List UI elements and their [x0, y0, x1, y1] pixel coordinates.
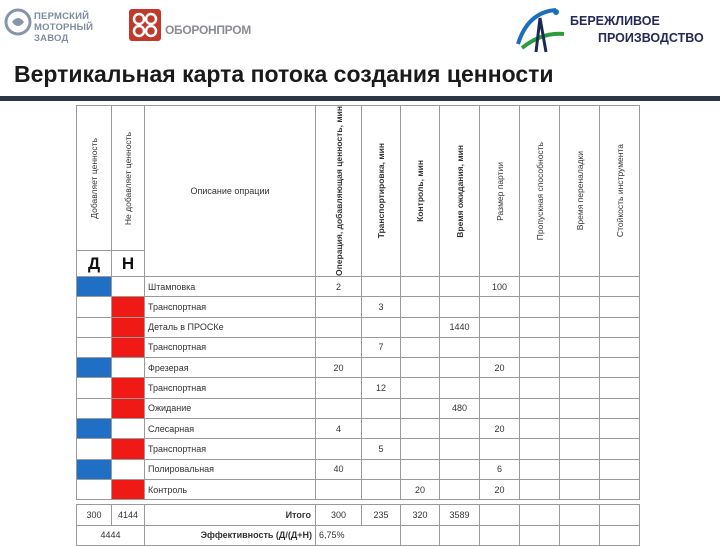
- total-control: 320: [401, 505, 440, 525]
- table-row: [77, 439, 640, 459]
- cell-changeover: [560, 317, 600, 337]
- cell-batch: 20: [480, 419, 520, 439]
- value-add-marker: [77, 297, 112, 317]
- cell-transport: [362, 317, 401, 337]
- cell-wait: [440, 276, 480, 296]
- cell-throughput: [520, 479, 560, 499]
- header-transport: Транспортировка, мин: [362, 106, 401, 277]
- cell-throughput: [520, 297, 560, 317]
- efficiency-row: [77, 525, 640, 545]
- value-add-marker: [77, 378, 112, 398]
- cell-tool-cost: [600, 337, 640, 357]
- letter-n: Н: [112, 251, 145, 277]
- cell-wait: [440, 479, 480, 499]
- cell-batch: [480, 317, 520, 337]
- cell-wait: 1440: [440, 317, 480, 337]
- operation-name: Транспортная: [145, 378, 316, 398]
- eff-empty-5: [560, 525, 600, 545]
- page-title: Вертикальная карта потока создания ценности: [14, 61, 554, 87]
- eff-empty-6: [600, 525, 640, 545]
- operation-name: Слесарная: [145, 419, 316, 439]
- operation-name: Штамповка: [145, 276, 316, 296]
- non-value-add-marker: [112, 398, 145, 418]
- non-value-add-marker: [112, 297, 145, 317]
- operation-name: Контроль: [145, 479, 316, 499]
- cell-batch: 6: [480, 459, 520, 479]
- non-value-add-marker: [112, 378, 145, 398]
- cell-throughput: [520, 419, 560, 439]
- cell-tool-cost: [600, 479, 640, 499]
- cell-batch: [480, 337, 520, 357]
- cell-transport: 7: [362, 337, 401, 357]
- value-add-marker: [77, 358, 112, 378]
- cell-tool-cost: [600, 419, 640, 439]
- lean-production-logo: [512, 4, 716, 56]
- cell-changeover: [560, 459, 600, 479]
- table-row: [77, 398, 640, 418]
- total-empty-4: [600, 505, 640, 525]
- table-row: [77, 276, 640, 296]
- cell-throughput: [520, 358, 560, 378]
- cell-op-time: 20: [316, 358, 362, 378]
- cell-wait: [440, 439, 480, 459]
- non-value-add-marker: [112, 317, 145, 337]
- eff-empty-3: [480, 525, 520, 545]
- table-row: [77, 337, 640, 357]
- operation-name: Полировальная: [145, 459, 316, 479]
- cell-transport: [362, 398, 401, 418]
- cell-tool-cost: [600, 459, 640, 479]
- operation-name: Транспортная: [145, 297, 316, 317]
- cell-transport: 3: [362, 297, 401, 317]
- header-op-time: Операция, добавляющая ценность, мин: [316, 106, 362, 277]
- cell-control: [401, 358, 440, 378]
- cell-wait: [440, 459, 480, 479]
- efficiency-value: 6,75%: [316, 525, 401, 545]
- cell-op-time: [316, 398, 362, 418]
- cell-op-time: [316, 479, 362, 499]
- cell-transport: [362, 276, 401, 296]
- value-add-marker: [77, 419, 112, 439]
- table-row: [77, 358, 640, 378]
- cell-changeover: [560, 337, 600, 357]
- table-row: [77, 459, 640, 479]
- perm-motor-logo: [4, 8, 116, 46]
- cell-transport: [362, 459, 401, 479]
- cell-throughput: [520, 398, 560, 418]
- cell-changeover: [560, 297, 600, 317]
- cell-control: [401, 317, 440, 337]
- cell-tool-cost: [600, 398, 640, 418]
- title-divider: [0, 96, 720, 101]
- cell-batch: [480, 439, 520, 459]
- cell-changeover: [560, 358, 600, 378]
- operation-name: Транспортная: [145, 337, 316, 357]
- total-label: Итого: [145, 505, 316, 525]
- table-row: [77, 378, 640, 398]
- cell-control: [401, 459, 440, 479]
- cell-batch: 100: [480, 276, 520, 296]
- operation-name: Ожидание: [145, 398, 316, 418]
- eff-empty-1: [401, 525, 440, 545]
- non-value-add-marker: [112, 337, 145, 357]
- cell-wait: [440, 337, 480, 357]
- cell-tool-cost: [600, 297, 640, 317]
- header-row: [77, 106, 640, 251]
- cell-wait: [440, 419, 480, 439]
- non-value-add-marker: [112, 439, 145, 459]
- cell-wait: [440, 358, 480, 378]
- cell-op-time: 40: [316, 459, 362, 479]
- cell-throughput: [520, 378, 560, 398]
- cell-tool-cost: [600, 358, 640, 378]
- total-op: 300: [316, 505, 362, 525]
- value-add-marker: [77, 398, 112, 418]
- header-non-value-add: Не добавляет ценность: [112, 106, 145, 251]
- header-wait: Время ожидания, мин: [440, 106, 480, 277]
- cell-batch: 20: [480, 479, 520, 499]
- cell-op-time: 4: [316, 419, 362, 439]
- cell-changeover: [560, 439, 600, 459]
- cell-batch: 20: [480, 358, 520, 378]
- total-empty-1: [480, 505, 520, 525]
- cell-batch: [480, 378, 520, 398]
- total-empty-2: [520, 505, 560, 525]
- header-control: Контроль, мин: [401, 106, 440, 277]
- operation-name: Деталь в ПРОСКе: [145, 317, 316, 337]
- total-n: 4144: [112, 505, 145, 525]
- cell-op-time: [316, 317, 362, 337]
- table-row: [77, 297, 640, 317]
- cell-throughput: [520, 276, 560, 296]
- letter-d: Д: [77, 251, 112, 277]
- total-d: 300: [77, 505, 112, 525]
- eff-empty-2: [440, 525, 480, 545]
- perm-emblem-icon: [4, 8, 32, 36]
- cell-op-time: [316, 378, 362, 398]
- operation-name: Транспортная: [145, 439, 316, 459]
- non-value-add-marker: [112, 459, 145, 479]
- cell-batch: [480, 297, 520, 317]
- cell-wait: 480: [440, 398, 480, 418]
- non-value-add-marker: [112, 419, 145, 439]
- header-value-add: Добавляет ценность: [77, 106, 112, 251]
- lean-emblem-icon: [512, 4, 568, 56]
- cell-control: [401, 276, 440, 296]
- cell-throughput: [520, 317, 560, 337]
- cell-tool-cost: [600, 439, 640, 459]
- cell-changeover: [560, 276, 600, 296]
- cell-op-time: [316, 439, 362, 459]
- cell-changeover: [560, 479, 600, 499]
- cell-control: [401, 378, 440, 398]
- cell-transport: 12: [362, 378, 401, 398]
- non-value-add-marker: [112, 358, 145, 378]
- cell-transport: [362, 419, 401, 439]
- cell-op-time: 2: [316, 276, 362, 296]
- cell-control: 20: [401, 479, 440, 499]
- cell-tool-cost: [600, 378, 640, 398]
- cell-wait: [440, 297, 480, 317]
- cell-tool-cost: [600, 276, 640, 296]
- efficiency-label: Эффективность (Д/(Д+Н): [145, 525, 316, 545]
- total-wait: 3589: [440, 505, 480, 525]
- cell-batch: [480, 398, 520, 418]
- cell-op-time: [316, 337, 362, 357]
- value-add-marker: [77, 317, 112, 337]
- value-add-marker: [77, 479, 112, 499]
- eff-empty-4: [520, 525, 560, 545]
- table-row: [77, 419, 640, 439]
- cell-control: [401, 297, 440, 317]
- cell-throughput: [520, 337, 560, 357]
- totals-row: [77, 505, 640, 525]
- table-row: [77, 317, 640, 337]
- header-changeover: Время переналадки: [560, 106, 600, 277]
- cell-throughput: [520, 439, 560, 459]
- cell-throughput: [520, 459, 560, 479]
- cell-wait: [440, 378, 480, 398]
- cell-op-time: [316, 297, 362, 317]
- cell-control: [401, 439, 440, 459]
- cell-control: [401, 398, 440, 418]
- non-value-add-marker: [112, 479, 145, 499]
- efficiency-sum: 4444: [77, 525, 145, 545]
- cell-tool-cost: [600, 317, 640, 337]
- header-batch: Размер партии: [480, 106, 520, 277]
- cell-transport: 5: [362, 439, 401, 459]
- cell-changeover: [560, 378, 600, 398]
- operations-body: [77, 276, 640, 499]
- cell-changeover: [560, 419, 600, 439]
- lean-logo-line2: ПРОИЗВОДСТВО: [598, 31, 704, 45]
- value-add-marker: [77, 459, 112, 479]
- value-add-marker: [77, 337, 112, 357]
- value-stream-table: [76, 105, 640, 546]
- cell-changeover: [560, 398, 600, 418]
- header-description: Описание опрации: [145, 106, 316, 277]
- lean-logo-line1: БЕРЕЖЛИВОЕ: [570, 14, 660, 28]
- total-empty-3: [560, 505, 600, 525]
- cell-control: [401, 337, 440, 357]
- value-add-marker: [77, 439, 112, 459]
- cell-transport: [362, 479, 401, 499]
- header-tool-cost: Стойкость инструмента: [600, 106, 640, 277]
- table-row: [77, 479, 640, 499]
- value-add-marker: [77, 276, 112, 296]
- oboronprom-logo-text: ОБОРОНПРОМ: [165, 23, 251, 37]
- oboronprom-emblem-icon: [128, 8, 162, 42]
- oboronprom-logo: [128, 8, 251, 46]
- perm-logo-line2: МОТОРНЫЙ ЗАВОД: [34, 22, 94, 44]
- header-throughput: Пропускная способность: [520, 106, 560, 277]
- non-value-add-marker: [112, 276, 145, 296]
- cell-transport: [362, 358, 401, 378]
- total-transport: 235: [362, 505, 401, 525]
- perm-logo-line1: ПЕРМСКИЙ: [34, 11, 90, 22]
- operation-name: Фрезерая: [145, 358, 316, 378]
- cell-control: [401, 419, 440, 439]
